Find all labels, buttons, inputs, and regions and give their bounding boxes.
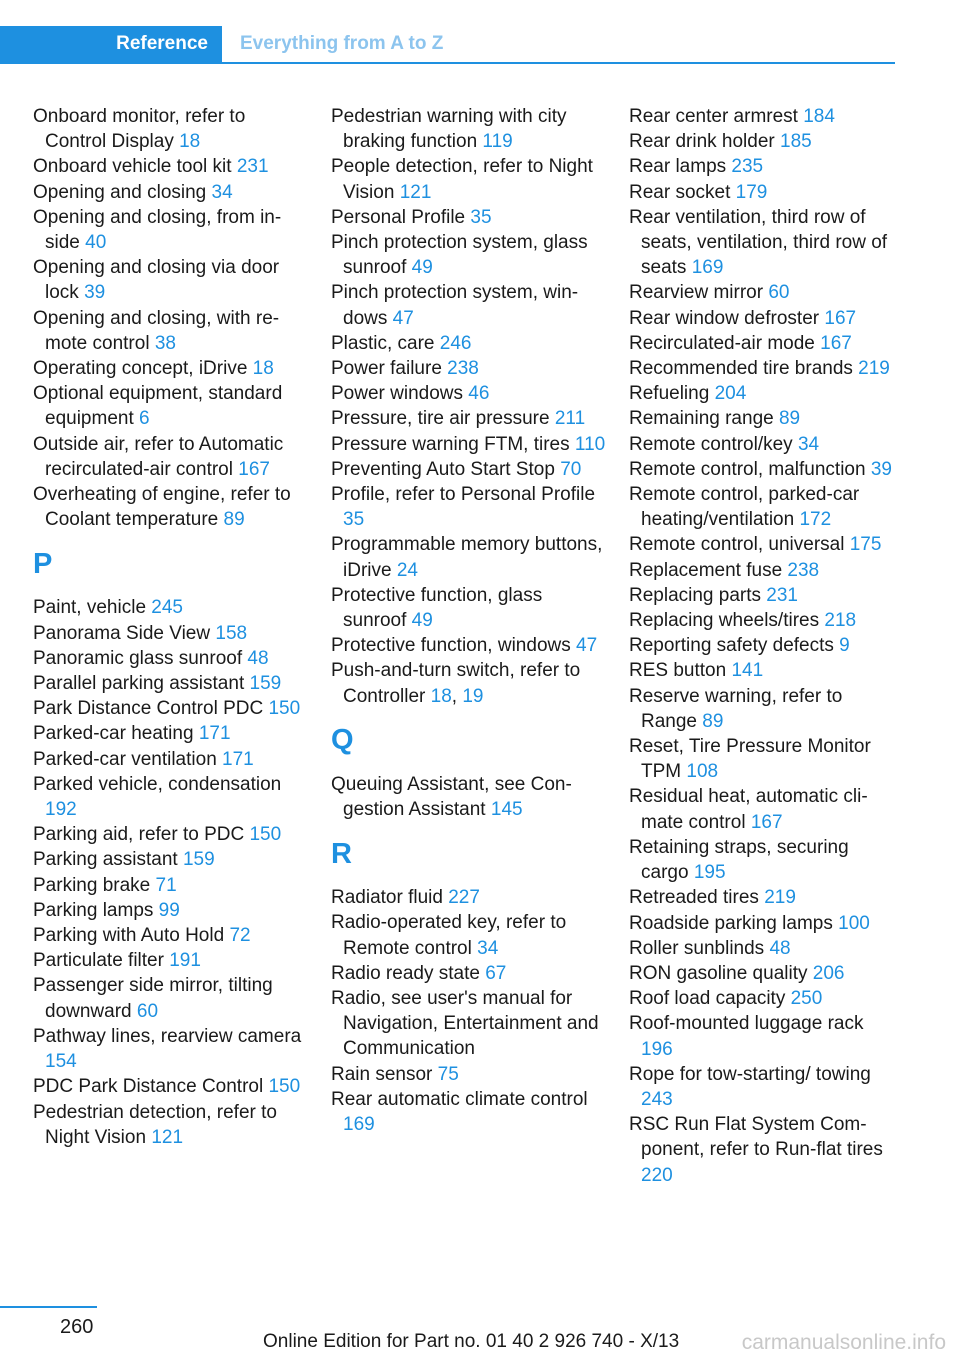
index-entry	[629, 658, 894, 683]
index-entry	[33, 621, 303, 646]
index-entry-term: Park Distance Control PDC	[33, 698, 269, 720]
page-link[interactable]: 141	[731, 660, 764, 682]
index-entry-term: Parking brake	[33, 874, 156, 896]
index-entry-term: Programmable memory buttons, iDrive	[331, 534, 603, 581]
index-entry-term: Opening and closing, from inside	[33, 206, 282, 254]
index-entry	[33, 356, 303, 381]
page-link[interactable]: 24	[396, 559, 418, 581]
index-entry-term: Preventing Auto Start Stop	[331, 458, 561, 480]
index-entry	[629, 583, 894, 608]
index-entry-term: Rear window defroster	[629, 307, 825, 329]
page-link[interactable]: 204	[714, 383, 747, 405]
index-entry-term: Paint, vehicle	[33, 597, 152, 619]
page-link[interactable]: 238	[447, 358, 479, 380]
index-entry	[33, 898, 303, 923]
index-entry	[629, 129, 894, 154]
page-link[interactable]: 75	[437, 1063, 459, 1085]
index-column-1	[33, 104, 303, 1150]
index-entry-term: Retaining straps, securing cargo	[629, 836, 849, 884]
index-entry-term: Panorama Side View	[33, 622, 216, 644]
page-link[interactable]: 19	[462, 685, 484, 707]
page-link[interactable]: 172	[799, 509, 832, 531]
page-link[interactable]: 169	[343, 1114, 375, 1136]
index-entry	[629, 734, 894, 784]
index-entry-term: Parked-car ventilation	[33, 748, 223, 770]
index-entry	[33, 1024, 303, 1074]
index-entry	[629, 306, 894, 331]
page-link[interactable]: 35	[343, 509, 365, 531]
index-entry	[629, 180, 894, 205]
section-tab[interactable]: Reference	[0, 26, 222, 62]
page-link[interactable]: 110	[574, 433, 606, 455]
index-entry-term: Profile, refer to Personal Profile	[331, 484, 596, 506]
index-entry	[629, 482, 894, 532]
index-entry	[33, 772, 303, 822]
page-link[interactable]: 39	[84, 282, 106, 304]
page-link[interactable]: 196	[641, 1038, 673, 1060]
index-entry-term: Rearview mirror	[629, 282, 769, 304]
index-entry	[331, 633, 606, 658]
index-entry	[331, 457, 606, 482]
index-letter-heading: R	[331, 837, 352, 870]
index-entry-term: PDC Park Distance Control	[33, 1076, 269, 1098]
index-entry-term: Pedestrian detection, refer to Night Vision	[33, 1101, 277, 1148]
index-entry-term: RES button	[629, 660, 732, 682]
index-entry	[629, 684, 894, 734]
index-entry-term: Roof load capacity	[629, 988, 791, 1010]
index-entry-term: Rear socket	[629, 181, 736, 203]
page-link[interactable]: 169	[691, 257, 724, 279]
index-entry-term: People detection, refer to Night Vision	[331, 156, 593, 203]
index-entry-term: Optional equipment, standard equipment	[33, 383, 283, 430]
index-entry-term: Residual heat, automatic climate control	[629, 786, 868, 833]
page-link[interactable]: 243	[641, 1088, 673, 1110]
page-link[interactable]: 100	[838, 912, 870, 934]
index-entry-term: Parking with Auto Hold	[33, 925, 230, 947]
page-link[interactable]: 121	[399, 181, 432, 203]
index-entry-term: Pressure, tire air pressure	[331, 408, 555, 430]
index-entry	[33, 873, 303, 898]
index-entry-term: Replacing parts	[629, 584, 767, 606]
index-entry-term: Onboard monitor, refer to Control Display	[33, 106, 246, 153]
index-entry-term: Operating concept, iDrive	[33, 358, 253, 380]
index-entry	[33, 973, 303, 1023]
page-number: 260	[60, 1316, 94, 1338]
index-entry	[331, 381, 606, 406]
index-entry-term: Outside air, refer to Automatic recirculated-air control	[33, 433, 284, 480]
page-link[interactable]: 220	[641, 1164, 673, 1186]
page-link[interactable]: 6	[139, 408, 150, 430]
index-entry	[33, 306, 303, 356]
index-entry-term: Replacing wheels/tires	[629, 610, 825, 632]
index-entry-term: Opening and closing, with remote control	[33, 307, 280, 354]
index-entry	[33, 822, 303, 847]
index-entry-term: Retreaded tires	[629, 887, 765, 909]
index-entry-term: Parking aid, refer to PDC	[33, 824, 250, 846]
page-link[interactable]: 46	[468, 383, 490, 405]
index-entry	[629, 432, 894, 457]
index-entry-term: Roller sunblinds	[629, 937, 770, 959]
index-entry-term: Passenger side mirror, tilting downward	[33, 975, 273, 1022]
page-link[interactable]: 18	[430, 685, 452, 707]
page-link[interactable]: 89	[223, 509, 245, 531]
index-entry-term: Protective function, windows	[331, 635, 577, 657]
index-letter-heading: P	[33, 547, 53, 580]
page-link[interactable]: 34	[797, 433, 820, 455]
page-link[interactable]: 192	[45, 799, 77, 821]
page-link[interactable]: 175	[849, 534, 882, 556]
index-entry	[331, 986, 606, 1062]
index-entry-term: Remote control, universal	[629, 534, 850, 556]
page-link[interactable]: 18	[179, 131, 201, 153]
page-link[interactable]: 89	[778, 408, 801, 430]
page-link[interactable]: 191	[169, 950, 201, 972]
edition-note: Online Edition for Part no. 01 40 2 926 740 - X/13	[263, 1331, 680, 1352]
index-entry	[331, 356, 606, 381]
page-link[interactable]: 40	[85, 232, 107, 254]
index-entry	[629, 633, 894, 658]
index-entry-term: Reserve warning, refer to Range	[629, 685, 843, 732]
index-entry-term: Reset, Tire Pressure Monitor TPM	[629, 736, 871, 783]
page-link[interactable]: 89	[702, 710, 724, 732]
page-link[interactable]: 48	[769, 937, 791, 959]
index-entry-term: Push-and-turn switch, refer to Controller	[331, 660, 581, 707]
index-entry	[629, 154, 894, 179]
index-entry-term: Particulate filter	[33, 950, 170, 972]
index-entry-term: Recirculated-air mode	[629, 332, 821, 354]
index-entry	[331, 432, 606, 457]
page-link[interactable]: 99	[158, 899, 180, 921]
index-entry	[629, 1112, 894, 1188]
chapter-title[interactable]: Everything from A to Z	[240, 33, 444, 54]
index-entry	[331, 885, 606, 910]
page-link[interactable]: 231	[766, 584, 798, 606]
index-entry	[331, 482, 606, 532]
index-entry-term: Rear center armrest	[629, 106, 804, 127]
index-entry	[629, 558, 894, 583]
index-entry-term: Roof-mounted luggage rack	[629, 1013, 864, 1035]
page-link[interactable]: 250	[790, 988, 823, 1010]
index-entry-term: Parked-car heating	[33, 723, 199, 745]
index-entry-term: Parallel parking assistant	[33, 673, 250, 695]
page-link[interactable]: 119	[482, 131, 513, 153]
page-link[interactable]: 206	[812, 962, 845, 984]
page-link[interactable]: 195	[693, 862, 726, 884]
index-entry	[629, 356, 894, 381]
page-link[interactable]: 159	[182, 849, 215, 871]
page-link[interactable]: 150	[268, 698, 301, 720]
page-link[interactable]: 246	[439, 332, 472, 354]
index-entry	[629, 911, 894, 936]
page-link[interactable]: 184	[803, 106, 835, 127]
index-entry-term: Overheating of engine, refer to Coolant temperature	[33, 484, 291, 531]
watermark: carmanualsonline.info	[741, 1331, 946, 1354]
index-entry	[629, 205, 894, 281]
page-link[interactable]: 60	[136, 1000, 159, 1022]
index-entry-term: Radio ready state	[331, 962, 486, 984]
index-entry	[33, 381, 303, 431]
index-entry-term: Reporting safety defects	[629, 635, 840, 657]
index-entry-term: Remaining range	[629, 408, 779, 430]
index-entry	[629, 331, 894, 356]
index-entry	[629, 885, 894, 910]
index-entry	[331, 1062, 606, 1087]
index-entry	[629, 608, 894, 633]
page-link[interactable]: 49	[411, 610, 433, 632]
index-entry	[629, 457, 894, 482]
index-entry	[331, 154, 606, 204]
index-entry-term: Remote control, parked-car heating/ventilation	[629, 484, 860, 531]
index-entry	[331, 331, 606, 356]
index-entry	[33, 721, 303, 746]
page-link[interactable]: 167	[238, 458, 270, 480]
index-entry-term: Rear automatic climate control	[331, 1088, 588, 1110]
index-entry-term: Onboard vehicle tool kit	[33, 156, 237, 178]
page-link[interactable]: 218	[824, 610, 857, 632]
index-entry	[331, 583, 606, 633]
index-entry	[33, 432, 303, 482]
page-link[interactable]: 231	[236, 156, 269, 178]
page-link[interactable]: 34	[477, 937, 499, 959]
page-link[interactable]: 38	[154, 332, 176, 354]
index-entry-term: Power failure	[331, 358, 448, 380]
index-entry-term: Parked vehicle, condensation	[33, 773, 282, 795]
page-link[interactable]: 18	[252, 358, 274, 380]
page-link[interactable]: 121	[151, 1126, 184, 1148]
page-link[interactable]: 158	[215, 622, 248, 644]
index-entry	[331, 205, 606, 230]
index-entry-term: Rear drink holder	[629, 131, 781, 153]
index-entry	[33, 205, 303, 255]
page-link[interactable]: 185	[780, 131, 812, 153]
index-entry	[33, 1100, 303, 1150]
page-link[interactable]: 49	[411, 257, 433, 279]
page-link[interactable]: 108	[686, 761, 719, 783]
index-entry	[629, 104, 894, 129]
index-entry	[33, 255, 303, 305]
index-entry-term: Personal Profile	[331, 206, 471, 228]
index-entry	[331, 230, 606, 280]
page-link[interactable]: 159	[249, 673, 282, 695]
index-entry-term: Rear lamps	[629, 156, 732, 178]
index-entry	[629, 961, 894, 986]
page-link[interactable]: 35	[470, 206, 492, 228]
index-entry-term: RON gasoline quality	[629, 962, 813, 984]
page-link[interactable]: 211	[554, 408, 586, 430]
index-entry-term: Pinch protection system, glass sunroof	[331, 232, 588, 279]
index-entry	[331, 910, 606, 960]
index-entry-term: Recommended tire brands	[629, 358, 859, 380]
page-link[interactable]: 70	[560, 458, 582, 480]
index-entry	[33, 482, 303, 532]
index-entry	[33, 154, 303, 179]
index-entry-term: Remote control, malfunction	[629, 458, 871, 480]
page-link[interactable]: 167	[824, 307, 857, 329]
index-entry	[331, 280, 606, 330]
page-link[interactable]: 34	[211, 181, 233, 203]
index-entry	[629, 784, 894, 834]
header-bar	[0, 26, 895, 64]
page-link[interactable]: 167	[750, 811, 783, 833]
index-column-3	[629, 104, 894, 1188]
page-link[interactable]: 154	[45, 1051, 77, 1073]
page-link[interactable]: 150	[249, 824, 282, 846]
index-entry	[33, 696, 303, 721]
index-entry-term: Parking assistant	[33, 849, 183, 871]
index-entry-term: Radio-operated key, refer to Remote control	[331, 912, 567, 959]
index-entry	[331, 961, 606, 986]
index-entry-term: Rope for tow-starting/ towing	[629, 1063, 871, 1085]
page-link[interactable]: 227	[448, 887, 480, 909]
page-link[interactable]: 179	[735, 181, 768, 203]
index-entry: Push-and-turn switch, refer to Controller 18, 19	[331, 660, 581, 707]
index-entry	[33, 104, 303, 154]
index-entry-term: Rain sensor	[331, 1063, 438, 1085]
page-link[interactable]: 167	[820, 332, 852, 354]
index-entry	[331, 406, 606, 431]
index-entry	[629, 532, 894, 557]
index-entry-term: Radio, see user's manual for Navigation, Entertainment and Communication	[331, 988, 599, 1060]
page-link[interactable]: 48	[247, 647, 269, 669]
index-entry	[33, 747, 303, 772]
index-entry-term: RSC Run Flat System Component, refer to Run-flat tires	[629, 1114, 883, 1161]
index-entry-term: Pedestrian warning with city braking function	[331, 106, 567, 153]
index-entry	[33, 180, 303, 205]
index-entry	[629, 835, 894, 885]
index-entry	[331, 532, 606, 582]
page-link[interactable]: 235	[731, 156, 764, 178]
index-entry	[629, 1011, 894, 1061]
index-entry	[629, 280, 894, 305]
index-entry	[629, 936, 894, 961]
page-link[interactable]: 219	[858, 358, 890, 380]
page-link[interactable]: 145	[490, 799, 523, 821]
index-entry	[331, 1087, 606, 1137]
index-entry	[331, 772, 606, 822]
index-entry-term: Roadside parking lamps	[629, 912, 839, 934]
index-entry-term: Protective function, glass sunroof	[331, 584, 543, 632]
index-entry	[33, 646, 303, 671]
page-link[interactable]: 67	[485, 962, 507, 984]
index-entry-term: Remote control/key	[629, 433, 798, 455]
page-link[interactable]: 238	[787, 559, 820, 581]
index-entry	[331, 104, 606, 154]
page-link[interactable]: 150	[268, 1076, 301, 1098]
index-entry	[33, 923, 303, 948]
index-entry-term: Panoramic glass sunroof	[33, 647, 248, 669]
index-entry-term: Rear ventilation, third row of seats, ventilation, third row of seats	[629, 206, 888, 279]
index-entry	[629, 406, 894, 431]
page-link[interactable]: 219	[764, 887, 796, 909]
index-entry	[33, 671, 303, 696]
page-link[interactable]: 245	[151, 597, 183, 619]
index-entry	[629, 986, 894, 1011]
page-link[interactable]: 72	[229, 925, 251, 947]
index-entry-term: Radiator fluid	[331, 887, 449, 909]
page-link[interactable]: 47	[392, 307, 414, 329]
index-entry-term: Pathway lines, rearview camera	[33, 1025, 302, 1047]
page-link[interactable]: 39	[870, 458, 892, 480]
page-link[interactable]: 9	[839, 635, 850, 657]
page-link[interactable]: 60	[768, 282, 790, 304]
index-entry-term: Opening and closing via door lock	[33, 257, 280, 304]
page-link[interactable]: 171	[198, 723, 231, 745]
index-entry-term: Queuing Assistant, see Congestion Assistant	[331, 773, 572, 821]
index-entry	[629, 1062, 894, 1112]
page-link[interactable]: 47	[576, 635, 598, 657]
index-entry	[33, 948, 303, 973]
index-column-2	[331, 104, 606, 1137]
index-letter-heading: Q	[331, 724, 354, 757]
footer-rule	[0, 1306, 97, 1308]
index-entry-term: Parking lamps	[33, 899, 159, 921]
index-entry-term: Pressure warning FTM, tires	[331, 433, 575, 455]
page-link[interactable]: 171	[222, 748, 254, 770]
index-entry-term: Pinch protection system, windows	[331, 282, 579, 329]
index-entry	[33, 1074, 303, 1099]
index-entry-term: Power windows	[331, 383, 469, 405]
index-entry-term: Opening and closing	[33, 181, 212, 203]
index-entry	[33, 847, 303, 872]
index-entry-term: Refueling	[629, 383, 715, 405]
index-entry-term: Plastic, care	[331, 332, 440, 354]
index-entry	[629, 381, 894, 406]
index-entry-term: Replacement fuse	[629, 559, 788, 581]
page-link[interactable]: 71	[155, 874, 177, 896]
index-entry	[33, 595, 303, 620]
